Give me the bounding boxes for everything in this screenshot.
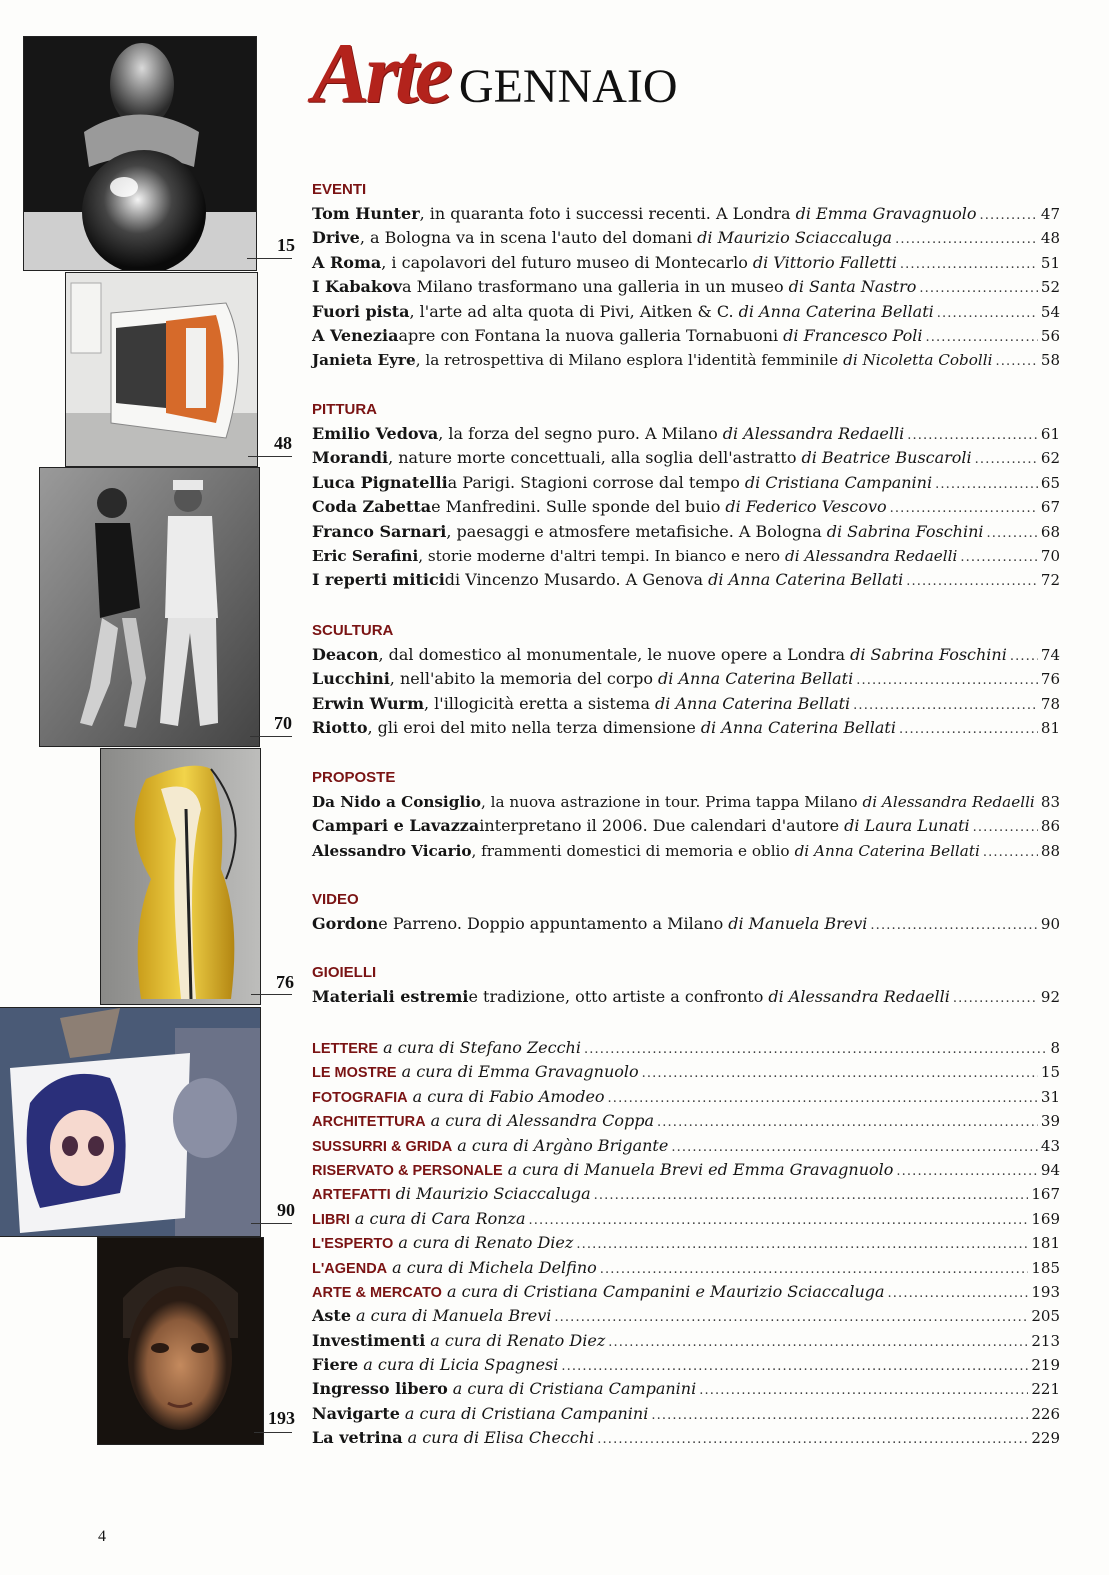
- rubrica-title: LE MOSTRE: [312, 1065, 397, 1082]
- rubrica-page: 219: [1031, 1356, 1060, 1375]
- section-proposte: [312, 766, 1060, 863]
- toc-entry[interactable]: [312, 667, 1060, 691]
- masthead-month: GENNAIO: [458, 60, 678, 113]
- toc-entry-text: a Parigi. Stagioni corrose dal tempo: [447, 472, 740, 492]
- rubrica-author: a cura di Alessandra Coppa: [430, 1111, 655, 1131]
- rubrica-page: 185: [1031, 1258, 1060, 1277]
- photo-yellow-sculpture-image: [101, 749, 260, 1004]
- photo-portrait-woman: [23, 36, 257, 271]
- masthead-logo: Arte: [312, 25, 449, 121]
- rubrica-author: a cura di Cara Ronza: [354, 1208, 526, 1228]
- toc-entry-lead: Franco Sarnari: [312, 521, 447, 541]
- photo-anime-illustration-image: [0, 1008, 260, 1236]
- toc-entry-lead: Materiali estremi: [312, 987, 469, 1006]
- rubrica-entry[interactable]: [312, 1256, 1060, 1280]
- toc-entry-author: di Alessandra Redaelli: [785, 546, 958, 565]
- toc-entry-lead: A Venezia: [312, 325, 399, 345]
- rubrica-entry[interactable]: [312, 1231, 1060, 1255]
- toc-entry-leader: [895, 228, 1038, 252]
- photo-portrait-woman-image: [24, 37, 256, 270]
- rubrica-author: di Maurizio Sciaccaluga: [395, 1184, 591, 1204]
- toc-entry-text: , gli eroi del mito nella terza dimensione: [367, 718, 696, 738]
- toc-entry-lead: Emilio Vedova: [312, 424, 439, 443]
- rubrica-page: 213: [1031, 1331, 1060, 1350]
- section-title: GIOIELLI: [312, 964, 377, 981]
- toc-entry-author: di Francesco Poli: [783, 325, 923, 345]
- photo-page-number: 90: [277, 1200, 295, 1220]
- rubrica-author: a cura di Renato Diez: [398, 1233, 574, 1253]
- toc-entry-page: 56: [1040, 326, 1060, 345]
- toc-entry-page: 68: [1040, 522, 1060, 541]
- toc-entry[interactable]: [312, 790, 1060, 814]
- toc-entry-author: di Anna Caterina Bellati: [738, 301, 934, 321]
- rubrica-leader: [657, 1111, 1038, 1135]
- toc-entry[interactable]: [312, 520, 1060, 544]
- rubrica-entry[interactable]: [312, 1182, 1060, 1206]
- toc-entry-lead: A Roma: [312, 252, 382, 272]
- toc-entry[interactable]: [312, 300, 1060, 324]
- section-video: [312, 888, 1060, 936]
- toc-entry-lead: Riotto: [312, 718, 368, 738]
- rubrica-entry[interactable]: [312, 1353, 1060, 1377]
- toc-entry-leader: [937, 302, 1038, 326]
- photo-portrait-man: [97, 1237, 264, 1445]
- toc-entry-author: di Vittorio Falletti: [752, 252, 897, 272]
- toc-entry-text: a Milano trasformano una galleria in un museo: [401, 277, 784, 297]
- toc-entry-lead: Campari e Lavazza: [312, 816, 480, 836]
- toc-entry[interactable]: [312, 446, 1060, 470]
- toc-entry-author: di Maurizio Sciaccaluga: [697, 228, 893, 248]
- toc-entry-text: e Manfredini. Sulle sponde del buio: [431, 497, 721, 517]
- toc-entry-author: di Cristiana Campanini: [744, 472, 933, 492]
- toc-entry-page: 78: [1040, 694, 1060, 713]
- toc-entry-leader: [853, 694, 1038, 718]
- rubrica-title: SUSSURRI & GRIDA: [312, 1138, 453, 1155]
- toc-entry-page: 52: [1040, 278, 1060, 297]
- rubrica-page: 221: [1031, 1380, 1060, 1399]
- rubrica-author: a cura di Manuela Brevi ed Emma Gravagnuolo: [507, 1159, 894, 1179]
- toc-entry-text: , a Bologna va in scena l'auto del domani: [359, 228, 693, 248]
- toc-entry[interactable]: [312, 324, 1060, 348]
- rubrica-entry[interactable]: [312, 1085, 1060, 1109]
- toc-entry-page: 61: [1040, 425, 1060, 443]
- photo-leader-line: [247, 258, 292, 259]
- rubrica-author: a cura di Argàno Brigante: [457, 1135, 669, 1155]
- rubrica-title: La vetrina: [312, 1428, 403, 1448]
- rubrica-leader: [600, 1258, 1029, 1282]
- toc-entry-page: 76: [1040, 670, 1060, 689]
- toc-entry[interactable]: [312, 643, 1060, 667]
- rubrica-entry[interactable]: [312, 1377, 1060, 1401]
- toc-entry-author: di Anna Caterina Bellati: [700, 718, 896, 738]
- toc-entry-leader: [987, 522, 1038, 546]
- rubrica-entry[interactable]: [312, 1109, 1060, 1133]
- toc-entry-author: di Anna Caterina Bellati: [655, 693, 851, 713]
- rubrica-page: 226: [1031, 1404, 1060, 1423]
- toc-entry-leader: [899, 718, 1038, 742]
- rubrica-page: 193: [1031, 1282, 1060, 1301]
- rubrica-page: 43: [1040, 1136, 1060, 1155]
- rubrica-author: a cura di Michela Delfino: [392, 1257, 597, 1277]
- toc-entry-page: 65: [1040, 473, 1060, 492]
- section-title: PROPOSTE: [312, 769, 396, 786]
- page-folio-number: 4: [98, 1528, 106, 1545]
- rubrica-author: a cura di Elisa Checchi: [407, 1428, 595, 1448]
- rubrica-leader: [671, 1136, 1038, 1160]
- toc-entry-text: , frammenti domestici di memoria e oblio: [471, 841, 790, 860]
- toc-entry-page: 51: [1040, 253, 1060, 272]
- rubrica-page: 8: [1050, 1039, 1060, 1057]
- rubrica-leader: [576, 1233, 1028, 1257]
- toc-entry[interactable]: [312, 202, 1060, 226]
- toc-entry-lead: Lucchini: [312, 669, 390, 689]
- toc-entry-lead: Gordon: [312, 914, 379, 933]
- toc-entry-author: di Beatrice Buscaroli: [801, 448, 972, 468]
- rubrica-entry[interactable]: [312, 1036, 1060, 1060]
- rubrica-entry[interactable]: [312, 1060, 1060, 1084]
- photo-page-number: 15: [277, 235, 295, 255]
- toc-entry-text: , in quaranta foto i successi recenti. A Londra: [419, 204, 791, 223]
- toc-entry-text: , dal domestico al monumentale, le nuove opere a Londra: [378, 645, 846, 664]
- rubrica-leader: [561, 1355, 1028, 1379]
- toc-entry-lead: I Kabakov: [312, 277, 402, 297]
- rubrica-author: a cura di Stefano Zecchi: [383, 1038, 581, 1057]
- toc-entry-text: , la forza del segno puro. A Milano: [438, 424, 718, 443]
- toc-entry-text: , paesaggi e atmosfere metafisiche. A Bologna: [446, 521, 822, 541]
- toc-entry-leader: [906, 570, 1038, 594]
- rubrica-page: 39: [1040, 1112, 1060, 1131]
- rubrica-title: ARTE & MERCATO: [312, 1284, 442, 1301]
- rubrica-title: Ingresso libero: [312, 1379, 448, 1399]
- toc-entry-leader: [890, 497, 1038, 521]
- toc-entry-author: di Anna Caterina Bellati: [658, 669, 854, 689]
- toc-entry-lead: Drive: [312, 228, 360, 248]
- rubrica-author: a cura di Cristiana Campanini e Maurizio Sciaccaluga: [446, 1281, 885, 1301]
- toc-entry-lead: Eric Serafini: [312, 546, 419, 565]
- toc-entry-author: di Laura Lunati: [844, 816, 970, 836]
- section-title: EVENTI: [312, 181, 367, 198]
- toc-entry-leader: [900, 253, 1038, 277]
- toc-entry-lead: Morandi: [312, 448, 389, 468]
- toc-entry-lead: Tom Hunter: [312, 204, 420, 223]
- rubrica-entry[interactable]: [312, 1304, 1060, 1328]
- photo-car-installation: [65, 272, 258, 467]
- toc-entry-text: , storie moderne d'altri tempi. In bianco e nero: [418, 546, 781, 565]
- rubrica-entry[interactable]: [312, 1426, 1060, 1450]
- toc-entry-leader: [983, 841, 1038, 865]
- rubrica-author: a cura di Renato Diez: [430, 1330, 606, 1350]
- rubrica-author: a cura di Manuela Brevi: [356, 1306, 552, 1326]
- toc-entry[interactable]: [312, 568, 1060, 592]
- section-gioielli: [312, 961, 1060, 1009]
- toc-entry-page: 54: [1040, 302, 1060, 321]
- toc-entry-page: 47: [1040, 205, 1060, 223]
- toc-entry-author: di Sabrina Foschini: [850, 645, 1007, 664]
- toc-entry[interactable]: [312, 226, 1060, 250]
- toc-entry-lead: Alessandro Vicario: [312, 841, 472, 860]
- toc-entry-page: 81: [1040, 719, 1060, 738]
- rubrica-entry[interactable]: [312, 1207, 1060, 1231]
- toc-entry[interactable]: [312, 839, 1060, 863]
- toc-entry[interactable]: [312, 814, 1060, 838]
- toc-entry-text: , l'illogicità eretta a sistema: [424, 693, 651, 713]
- toc-entry-leader: [995, 350, 1037, 374]
- rubrica-leader: [699, 1379, 1028, 1403]
- rubrica-page: 181: [1031, 1234, 1060, 1253]
- photo-portrait-man-image: [98, 1238, 263, 1444]
- section-title: VIDEO: [312, 891, 359, 908]
- toc-entry-lead: Luca Pignatelli: [312, 472, 448, 492]
- rubrica-page: 205: [1031, 1307, 1060, 1326]
- rubrica-leader: [597, 1428, 1028, 1452]
- rubrica-entry[interactable]: [312, 1280, 1060, 1304]
- photo-leader-line: [251, 1223, 292, 1224]
- rubrica-title: FOTOGRAFIA: [312, 1089, 408, 1106]
- toc-entry-page: 74: [1040, 646, 1060, 664]
- toc-entry-author: di Nicoletta Cobolli: [843, 351, 993, 370]
- toc-entry-leader: [953, 987, 1038, 1011]
- section-eventi: [312, 178, 1060, 373]
- toc-entry-page: 88: [1040, 841, 1060, 860]
- rubrica-page: 167: [1031, 1185, 1060, 1204]
- toc-entry-leader: [919, 277, 1038, 301]
- toc-entry-lead: I reperti mitici: [312, 570, 445, 590]
- masthead: [312, 25, 678, 121]
- rubrica-title: ARTEFATTI: [312, 1187, 391, 1204]
- toc-entry[interactable]: [312, 471, 1060, 495]
- toc-entry-page: 86: [1040, 817, 1060, 836]
- section-pittura: [312, 398, 1060, 593]
- toc-entry-leader: [1010, 645, 1038, 669]
- toc-entry-leader: [975, 448, 1038, 472]
- toc-entry-lead: Da Nido a Consiglio: [312, 793, 481, 811]
- toc-entry-text: , la nuova astrazione in tour. Prima tappa Milano: [480, 793, 858, 811]
- toc-entry-leader: [926, 326, 1038, 350]
- rubrica-title: Navigarte: [312, 1403, 400, 1423]
- rubrica-title: Aste: [312, 1306, 351, 1326]
- toc-entry-text: e tradizione, otto artiste a confronto: [468, 987, 764, 1006]
- rubrica-author: a cura di Cristiana Campanini: [404, 1403, 649, 1423]
- rubrica-leader: [642, 1062, 1038, 1086]
- toc-entry-text: , l'arte ad alta quota di Pivi, Aitken & C.: [409, 301, 734, 321]
- toc-entry-page: 48: [1040, 229, 1060, 248]
- toc-entry-author: di Manuela Brevi: [728, 914, 868, 933]
- toc-entry-page: 58: [1040, 351, 1060, 370]
- rubrica-page: 15: [1040, 1063, 1060, 1082]
- photo-page-number: 48: [274, 433, 292, 453]
- rubrica-title: L'AGENDA: [312, 1260, 388, 1277]
- toc-entry-page: 70: [1040, 546, 1060, 565]
- toc-entry-leader: [856, 669, 1038, 693]
- rubrica-entry[interactable]: [312, 1402, 1060, 1426]
- toc-entry-author: di Alessandra Redaelli: [862, 793, 1035, 811]
- photo-dancers-image: [40, 468, 259, 746]
- section-scultura: [312, 619, 1060, 741]
- rubrica-leader: [594, 1184, 1029, 1208]
- toc-entry-text: , la retrospettiva di Milano esplora l'identità femminile: [415, 351, 839, 370]
- photo-leader-line: [254, 1432, 292, 1433]
- photo-page-number: 76: [276, 972, 294, 992]
- rubrica-title: L'ESPERTO: [312, 1236, 394, 1253]
- toc-entry[interactable]: [312, 275, 1060, 299]
- toc-entry-page: 90: [1040, 915, 1060, 933]
- toc-entry-page: 83: [1040, 793, 1060, 811]
- rubrica-leader: [608, 1087, 1038, 1111]
- toc-entry-author: di Santa Nastro: [788, 277, 917, 297]
- rubrica-page: 229: [1031, 1429, 1060, 1448]
- toc-entry-lead: Deacon: [312, 645, 379, 664]
- rubrica-leader: [528, 1209, 1028, 1233]
- rubrica-author: a cura di Emma Gravagnuolo: [401, 1062, 639, 1082]
- rubrica-author: a cura di Cristiana Campanini: [452, 1379, 697, 1399]
- section-rubriche: [312, 1036, 1060, 1451]
- rubrica-leader: [554, 1306, 1028, 1330]
- toc-entry[interactable]: [312, 544, 1060, 568]
- photo-car-installation-image: [66, 273, 257, 466]
- section-title: PITTURA: [312, 401, 377, 418]
- toc-entry-lead: Fuori pista: [312, 301, 410, 321]
- rubrica-leader: [896, 1160, 1038, 1184]
- rubrica-page: 169: [1031, 1209, 1060, 1228]
- photo-page-number: 193: [268, 1408, 295, 1428]
- toc-entry-author: di Sabrina Foschini: [826, 521, 984, 541]
- toc-entry[interactable]: [312, 912, 1060, 936]
- rubrica-leader: [608, 1331, 1028, 1355]
- rubrica-entry[interactable]: [312, 1158, 1060, 1182]
- photo-leader-line: [251, 994, 292, 995]
- toc-entry-leader: [979, 204, 1037, 228]
- toc-entry[interactable]: [312, 422, 1060, 446]
- rubrica-title: Investimenti: [312, 1330, 426, 1350]
- toc-entry-page: 72: [1040, 571, 1060, 590]
- rubrica-title: LETTERE: [312, 1041, 379, 1057]
- toc-entry-text: interpretano il 2006. Due calendari d'autore: [479, 816, 840, 836]
- toc-entry[interactable]: [312, 251, 1060, 275]
- toc-entry-text: e Parreno. Doppio appuntamento a Milano: [378, 914, 724, 933]
- rubrica-leader: [651, 1404, 1028, 1428]
- section-title: SCULTURA: [312, 622, 394, 639]
- rubrica-author: a cura di Licia Spagnesi: [363, 1355, 559, 1375]
- toc-entry[interactable]: [312, 692, 1060, 716]
- toc-entry[interactable]: [312, 985, 1060, 1009]
- photo-page-number: 70: [274, 713, 292, 733]
- rubrica-page: 31: [1040, 1087, 1060, 1106]
- toc-entry-leader: [907, 424, 1038, 448]
- toc-entry[interactable]: [312, 716, 1060, 740]
- toc-entry-author: di Federico Vescovo: [725, 497, 887, 517]
- toc-entry-page: 62: [1040, 449, 1060, 468]
- toc-entry-text: , nell'abito la memoria del corpo: [389, 669, 654, 689]
- toc-entry-author: di Anna Caterina Bellati: [794, 841, 980, 860]
- rubrica-leader: [584, 1038, 1048, 1062]
- toc-entry-lead: Coda Zabetta: [312, 497, 432, 517]
- photo-anime-illustration: [0, 1007, 261, 1237]
- toc-entry-leader: [935, 473, 1038, 497]
- toc-entry-author: di Alessandra Redaelli: [722, 424, 905, 443]
- toc-entry[interactable]: [312, 348, 1060, 372]
- photo-dancers: [39, 467, 260, 747]
- photo-yellow-sculpture: [100, 748, 261, 1005]
- toc-entry[interactable]: [312, 495, 1060, 519]
- rubrica-entry[interactable]: [312, 1134, 1060, 1158]
- rubrica-entry[interactable]: [312, 1329, 1060, 1353]
- rubrica-title: ARCHITETTURA: [312, 1114, 426, 1131]
- rubrica-leader: [888, 1282, 1029, 1306]
- toc-entry-lead: Janieta Eyre: [312, 351, 416, 370]
- photo-leader-line: [250, 736, 292, 737]
- rubrica-title: LIBRI: [312, 1211, 350, 1228]
- toc-entry-text: , i capolavori del futuro museo di Montecarlo: [381, 252, 748, 272]
- toc-entry-text: di Vincenzo Musardo. A Genova: [444, 570, 704, 590]
- toc-entry-leader: [870, 914, 1037, 938]
- toc-entry-author: di Alessandra Redaelli: [768, 987, 950, 1006]
- rubrica-author: a cura di Fabio Amodeo: [412, 1086, 605, 1106]
- toc-entry-author: di Emma Gravagnuolo: [795, 204, 977, 223]
- toc-entry-leader: [973, 816, 1038, 840]
- toc-entry-page: 92: [1040, 988, 1060, 1006]
- toc-entry-page: 67: [1040, 498, 1060, 517]
- rubrica-page: 94: [1040, 1160, 1060, 1179]
- rubrica-title: RISERVATO & PERSONALE: [312, 1162, 503, 1179]
- toc-entry-text: , nature morte concettuali, alla soglia dell'astratto: [388, 448, 797, 468]
- toc-entry-author: di Anna Caterina Bellati: [708, 570, 904, 590]
- toc-entry-lead: Erwin Wurm: [312, 693, 424, 713]
- rubrica-title: Fiere: [312, 1355, 359, 1375]
- toc-entry-text: apre con Fontana la nuova galleria Tornabuoni: [398, 325, 779, 345]
- toc-entry-leader: [960, 546, 1038, 570]
- photo-leader-line: [248, 456, 292, 457]
